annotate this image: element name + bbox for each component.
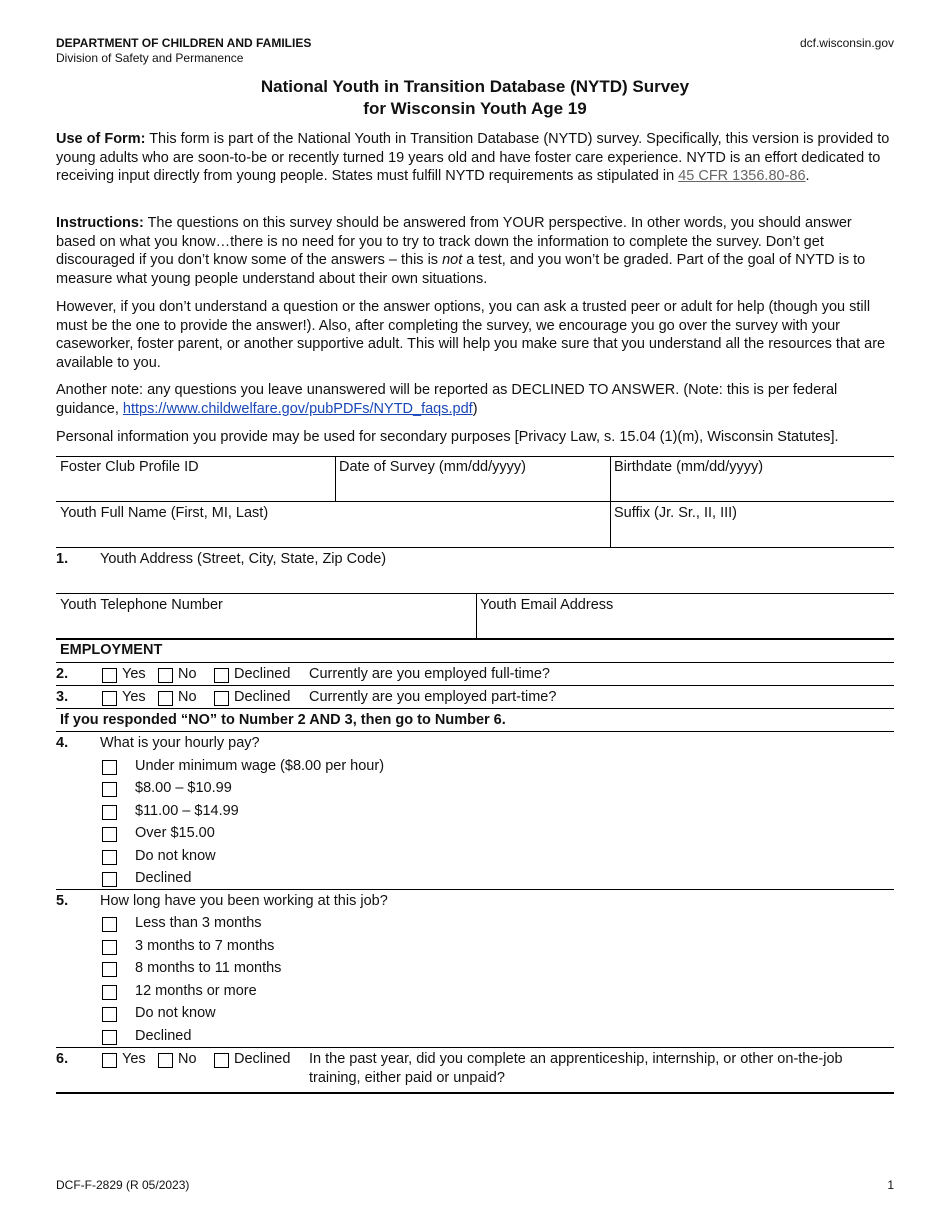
instructions-italic: not — [442, 252, 463, 268]
another-note-end: ) — [472, 400, 478, 417]
birthdate-field[interactable]: Birthdate (mm/dd/yyyy) — [614, 459, 764, 475]
question-number: 4. — [56, 735, 69, 751]
instructions-text-2: a test, and you won’t be graded. Part of the goal of NYTD is to measure what young people understand about their own situations. — [56, 252, 866, 287]
declined-label: Declined — [234, 1051, 291, 1067]
q4-option-checkbox[interactable] — [102, 850, 117, 865]
use-of-form-label: Use of Form: — [56, 131, 146, 147]
q5-option-checkbox[interactable] — [102, 1030, 117, 1045]
q2-no-checkbox[interactable] — [158, 668, 173, 683]
q4-option-checkbox[interactable] — [102, 760, 117, 775]
divider — [56, 638, 894, 640]
q3-no-checkbox[interactable] — [158, 691, 173, 706]
question-number: 5. — [56, 893, 69, 909]
title-line-1: National Youth in Transition Database (NYTD) Survey — [260, 77, 690, 96]
skip-instruction: If you responded “NO” to Number 2 AND 3, then go to Number 6. — [60, 712, 506, 728]
q5-option-checkbox[interactable] — [102, 940, 117, 955]
form-id: DCF-F-2829 (R 05/2023) — [56, 1178, 190, 1192]
nytd-faq-link[interactable]: https://www.childwelfare.gov/pubPDFs/NYTD_faqs.pdf — [122, 400, 473, 417]
yes-label: Yes — [122, 666, 146, 682]
no-label: No — [178, 666, 197, 682]
divider — [56, 456, 894, 457]
telephone-field[interactable]: Youth Telephone Number — [60, 597, 223, 613]
website-label: dcf.wisconsin.gov — [799, 36, 894, 50]
divider — [56, 501, 894, 502]
q4-option-label: Do not know — [135, 848, 216, 864]
full-name-field[interactable]: Youth Full Name (First, MI, Last) — [60, 505, 269, 521]
department-name: DEPARTMENT OF CHILDREN AND FAMILIES — [56, 36, 312, 50]
q5-option-label: 8 months to 11 months — [135, 960, 282, 976]
page-number: 1 — [887, 1178, 894, 1192]
agency-header — [56, 36, 311, 66]
q6-no-checkbox[interactable] — [158, 1053, 173, 1068]
question-number: 2. — [56, 666, 69, 682]
divider — [335, 456, 336, 501]
however-paragraph: However, if you don’t understand a question or the answer options, you can ask a trusted peer or adult for help (though you still must be the one to provide the answer!). Also, after completing the survey, we encourage you go over the survey with your caseworker, foster parent, or another supportive adult. This will help you make sure that you understand all the resources that are available to you. — [56, 299, 886, 371]
q4-option-checkbox[interactable] — [102, 782, 117, 797]
question-number: 6. — [56, 1051, 69, 1067]
divider — [476, 593, 477, 638]
yes-label: Yes — [122, 689, 146, 705]
no-label: No — [178, 689, 197, 705]
q4-option-label: Declined — [135, 870, 192, 886]
q4-option-checkbox[interactable] — [102, 872, 117, 887]
employment-heading: EMPLOYMENT — [60, 642, 163, 658]
instructions-text-1: The questions on this survey should be answered from YOUR perspective. In other words, you should answer based on what you know…there is no need for you to try to track down the information to complete the survey. Don’t get discouraged if you don’t know some of the answers – this is — [56, 215, 852, 268]
q6-yes-checkbox[interactable] — [102, 1053, 117, 1068]
q2-text: Currently are you employed full-time? — [309, 666, 550, 682]
divider — [56, 731, 894, 732]
question-number: 1. — [56, 551, 69, 567]
use-of-form-text: This form is part of the National Youth in Transition Database (NYTD) survey. Specifically, this version is provided to young adults who are soon-to-be or recently turned 19 years old and have foster care experience. NYTD is an effort dedicated to receiving input directly from young people. States must fulfill NYTD requirements as stipulated in — [56, 131, 890, 184]
email-field[interactable]: Youth Email Address — [480, 597, 614, 613]
divider — [56, 889, 894, 890]
q2-declined-checkbox[interactable] — [214, 668, 229, 683]
yes-label: Yes — [122, 1051, 146, 1067]
q5-option-checkbox[interactable] — [102, 985, 117, 1000]
q4-text: What is your hourly pay? — [100, 735, 260, 751]
foster-club-field[interactable]: Foster Club Profile ID — [60, 459, 199, 475]
instructions-label: Instructions: — [56, 215, 144, 231]
q4-option-checkbox[interactable] — [102, 827, 117, 842]
q5-text: How long have you been working at this job? — [100, 893, 388, 909]
q6-text-line-2: training, either paid or unpaid? — [309, 1070, 505, 1086]
declined-label: Declined — [234, 666, 291, 682]
q3-yes-checkbox[interactable] — [102, 691, 117, 706]
q4-option-label: Over $15.00 — [135, 825, 215, 841]
q5-option-checkbox[interactable] — [102, 1007, 117, 1022]
q6-declined-checkbox[interactable] — [214, 1053, 229, 1068]
q5-option-checkbox[interactable] — [102, 917, 117, 932]
divider — [56, 1092, 894, 1094]
q4-option-label: Under minimum wage ($8.00 per hour) — [135, 758, 385, 774]
q5-option-label: 12 months or more — [135, 983, 257, 999]
q5-option-checkbox[interactable] — [102, 962, 117, 977]
q5-option-label: 3 months to 7 months — [135, 938, 275, 954]
address-field[interactable]: Youth Address (Street, City, State, Zip Code) — [100, 551, 387, 567]
divider — [56, 593, 894, 594]
divider — [56, 1047, 894, 1048]
q5-option-label: Do not know — [135, 1005, 216, 1021]
instructions-paragraph — [56, 214, 894, 288]
q5-option-label: Less than 3 months — [135, 915, 262, 931]
q2-yes-checkbox[interactable] — [102, 668, 117, 683]
use-of-form-paragraph — [56, 130, 894, 186]
q4-option-label: $8.00 – $10.99 — [135, 780, 232, 796]
another-note-paragraph — [56, 381, 894, 418]
privacy-notice: Personal information you provide may be used for secondary purposes [Privacy Law, s. 15.04 (1)(m), Wisconsin Statutes]. — [56, 429, 839, 445]
q5-option-label: Declined — [135, 1028, 192, 1044]
declined-label: Declined — [234, 689, 291, 705]
divider — [56, 662, 894, 663]
q3-text: Currently are you employed part-time? — [309, 689, 557, 705]
q4-option-label: $11.00 – $14.99 — [135, 803, 239, 819]
question-number: 3. — [56, 689, 69, 705]
q3-declined-checkbox[interactable] — [214, 691, 229, 706]
cfr-link[interactable]: 45 CFR 1356.80-86 — [678, 168, 806, 184]
date-of-survey-field[interactable]: Date of Survey (mm/dd/yyyy) — [339, 459, 526, 475]
title-line-2: for Wisconsin Youth Age 19 — [363, 99, 587, 118]
divider — [56, 547, 894, 548]
division-name: Division of Safety and Permanence — [56, 51, 244, 65]
q4-option-checkbox[interactable] — [102, 805, 117, 820]
use-of-form-end: . — [805, 168, 810, 184]
youth-info-form — [56, 456, 894, 1096]
no-label: No — [178, 1051, 197, 1067]
divider — [56, 708, 894, 709]
q6-text-line-1: In the past year, did you complete an apprenticeship, internship, or other on-the-job — [309, 1051, 843, 1067]
suffix-field[interactable]: Suffix (Jr. Sr., II, III) — [614, 505, 738, 521]
another-note-text: Another note: any questions you leave unanswered will be reported as DECLINED TO ANSWER. (Note: this is per federal guidance, — [56, 382, 838, 417]
page-title — [56, 76, 894, 120]
divider — [56, 685, 894, 686]
